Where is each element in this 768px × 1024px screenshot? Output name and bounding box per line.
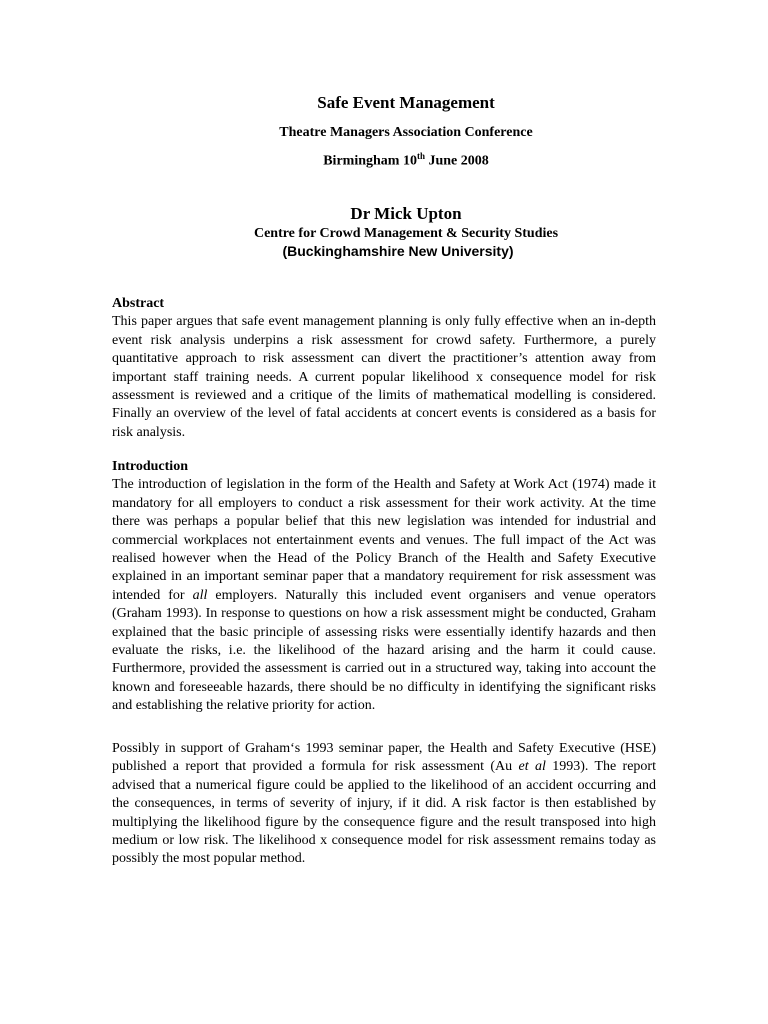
intro-p2-emphasis: et al	[518, 759, 546, 775]
author-affiliation: Centre for Crowd Management & Security Studies	[253, 226, 559, 241]
intro-p1-part-a: The introduction of legislation in the form of the Health and Safety at Work Act (1974) made it mandatory for all employers to conduct a risk assessment for their work activity. At the time there was perhaps a popular belief that this new legislation was intended for industrial and commercial workplaces not entertainment events and venues. The full impact of the Act was realised however when the Head of the Policy Branch of the Health and Safety Executive explained in an important seminar paper that a mandatory requirement for risk assessment was intended for	[112, 477, 656, 603]
location-prefix: Birmingham 10	[323, 153, 417, 169]
intro-p2-part-b: 1993). The report advised that a numerical figure could be applied to the likelihood of an accident occurring and the consequences, in terms of severity of injury, if it did. A risk factor is then established by multiplying the likelihood figure by the consequence figure and the result transposed into high medium or low risk. The likelihood x consequence model for risk assessment remains today as possibly the most popular method.	[112, 759, 656, 867]
introduction-paragraph-1	[112, 476, 656, 715]
introduction-paragraph-2-block	[112, 740, 656, 869]
conference-location-date	[0, 151, 768, 170]
document-title: Safe Event Management	[317, 93, 495, 112]
intro-p1-part-b: employers. Naturally this included event organisers and venue operators (Graham 1993). In response to questions on how a risk assessment might be conducted, Graham explained that the basic principle of assessing risks were essentially identify hazards and then evaluate the risks, i.e. the likelihood of the hazard arising and the harm it could cause. Furthermore, provided the assessment is carried out in a structured way, taking into account the known and foreseeable hazards, there should be no difficulty in identifying the significant risks and establishing the relative priority for action.	[112, 587, 656, 714]
conference-name: Theatre Managers Association Conference	[279, 125, 533, 140]
author-university: (Buckinghamshire New University)	[282, 243, 514, 259]
abstract-section	[112, 295, 656, 442]
introduction-section	[112, 458, 656, 716]
author-name: Dr Mick Upton	[350, 204, 462, 223]
abstract-heading: Abstract	[112, 296, 165, 311]
introduction-heading: Introduction	[112, 459, 188, 474]
introduction-paragraph-2	[112, 740, 656, 869]
intro-p2-part-a: Possibly in support of Graham‘s 1993 seminar paper, the Health and Safety Executive (HSE) published a report that provided a formula for risk assessment (Au	[112, 741, 656, 775]
intro-p1-emphasis: all	[192, 587, 208, 603]
abstract-text: This paper argues that safe event management planning is only fully effective when an in-depth event risk analysis underpins a risk assessment for crowd safety. Furthermore, a purely quantitative approach to risk assessment can divert the practitioner’s attention away from important staff training needs. A current popular likelihood x consequence model for risk assessment is reviewed and a critique of the limits of mathematical modelling is considered. Finally an overview of the level of fatal accidents at concert events is considered as a basis for risk analysis.	[112, 314, 656, 440]
location-suffix: June 2008	[424, 153, 489, 169]
location-superscript: th	[416, 151, 425, 161]
